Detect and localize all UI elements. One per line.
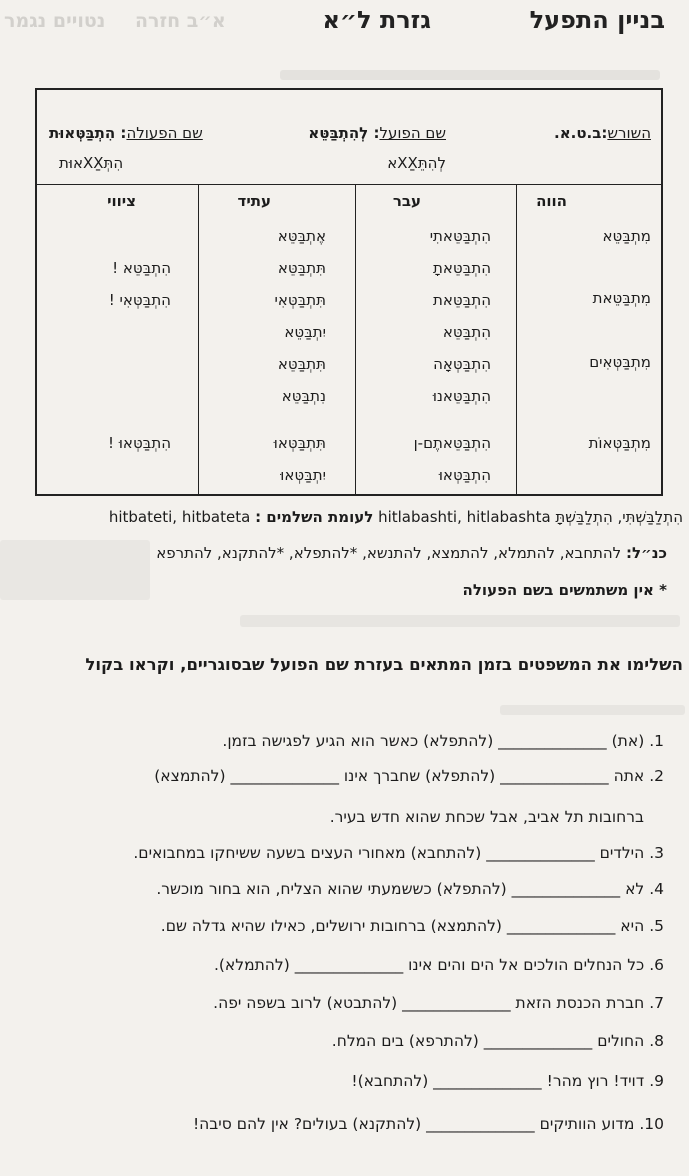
column-header-future: עתיד xyxy=(237,192,271,210)
present-form: מִתְבַּטֵּאת xyxy=(592,289,651,307)
past-form: הִתְבַּטֵּאת xyxy=(433,291,491,309)
exercise-item-10: 10. מדוע הוותיקים ______________ (להתקנא) בעולים? אין להם סיבה! xyxy=(192,1115,664,1133)
exercise-item-1: 1. (את) ______________ (להתפלא) כאשר הוא הגיע לפגישה בזמן. xyxy=(222,732,664,750)
imperative-form: הִתְבַּטְּאִי ! xyxy=(108,291,171,309)
verb-name-info: שם הפועל: לְהִתְבַּטֵּא xyxy=(308,124,446,142)
past-form: הִתְבַּטֵּאנוּ xyxy=(432,387,491,405)
like-line: כנ״ל: להתחבא, להתמלא, להתמצא, להתנשא, *להתפלא, *להתקנא, להתרפא xyxy=(156,544,667,562)
future-form: תִּתְבַּטְּאוּ xyxy=(273,434,326,452)
faint-heading-2: נטויים נגמר xyxy=(4,10,106,32)
bleed-through-mark xyxy=(280,70,660,80)
past-form: הִתְבַּטֵּאתֶם-ן xyxy=(413,434,491,452)
exercise-item-7: 7. חברת הכנסת הזאת ______________ (להתבטא) לרוב בשפה יפה. xyxy=(213,994,664,1012)
past-form: הִתְבַּטְּאוּ xyxy=(438,466,491,484)
page-title: בניין התפעל xyxy=(529,6,665,34)
imperative-form: הִתְבַּטֵּא ! xyxy=(112,259,171,277)
future-form: אֶתְבַּטֵּא xyxy=(277,227,326,245)
future-form: נִתְבַּטֵּא xyxy=(281,387,326,405)
imperative-form: הִתְבַּטְּאוּ ! xyxy=(108,434,171,452)
past-form: הִתְבַּטֵּאתִי xyxy=(429,227,491,245)
past-form: הִתְבַּטֵּאתָ xyxy=(433,259,491,277)
exercise-instruction: השלימו את המשפטים בזמן המתאים בעזרת שם הפועל שבסוגריים, וקראו בקול xyxy=(85,655,683,674)
page-subtitle: גזרת ל״א xyxy=(322,6,431,34)
bleed-through-mark xyxy=(0,540,150,600)
exercise-item-6: 6. כל הנחלים הולכים אל הים והים אינו ______________ (להתמלא). xyxy=(213,956,664,974)
column-header-past: עבר xyxy=(392,192,421,210)
future-form: יִתְבַּטְּאוּ xyxy=(280,466,326,484)
past-form: הִתְבַּטֵּא xyxy=(442,323,491,341)
action-name-info: שם הפעולה: הִתְבַּטְּאוּת xyxy=(49,124,203,142)
exercise-item-8: 8. החולים ______________ (להתרפא) בים המלח. xyxy=(331,1032,664,1050)
exercise-item-9: 9. דויד! רוץ מהר! ______________ (להתחבא)! xyxy=(351,1072,664,1090)
faint-heading-1: א״ב חזרה xyxy=(135,10,226,32)
exercise-item-2-continued: ברחובות תל אביב, אבל שכחת שהוא חדש בעיר. xyxy=(329,808,644,826)
present-form: מִתְבַּטְּאוֹת xyxy=(588,434,651,452)
root-info: השורש:ב.ט.א. xyxy=(554,124,651,142)
conjugation-table xyxy=(35,88,663,496)
present-form: מִתְבַּטְּאִים xyxy=(589,353,651,371)
bleed-through-mark xyxy=(500,705,685,715)
action-name-pattern: הִתXַXְּאוּת xyxy=(59,154,124,172)
exercise-item-3: 3. הילדים ______________ (להתחבא) מאחורי העצים בשעה ששיחקו במחבואים. xyxy=(133,844,664,862)
column-header-imperative: ציווי xyxy=(107,192,136,210)
exercise-item-2: 2. אתה ______________ (להתפלא) שחברך אינו ______________ (להתמצא) xyxy=(154,767,664,785)
future-form: יִתְבַּטֵּא xyxy=(284,323,326,341)
compare-line: הִתְלַבַּשְׁתִּי, הִתְלַבַּשְׁתָּ hitlabashti, hitlabashta לעומת השלמים : hitbateti, hitbateta xyxy=(108,508,683,526)
present-form: מִתְבַּטֵּא xyxy=(602,227,651,245)
bleed-through-mark xyxy=(240,615,680,627)
future-form: תִּתְבַּטֵּא xyxy=(277,259,326,277)
future-form: תִּתְבַּטֵּא xyxy=(277,355,326,373)
exercise-item-4: 4. לא ______________ (להתפלא) כששמעתי שהוא הצליח, הוא בחור מוכשר. xyxy=(156,880,664,898)
exercise-item-5: 5. היא ______________ (להתמצא) ברחובות ירושלים, כאילו שהיא גדלה שם. xyxy=(160,917,664,935)
future-form: תִּתְבַּטְּאִי xyxy=(274,291,326,309)
column-header-present: הווה xyxy=(536,192,567,210)
past-form: הִתְבַּטְּאָה xyxy=(433,355,491,373)
verb-name-pattern: לְהִתXַXֵּא xyxy=(387,154,446,172)
asterisk-note: * אין משתמשים בשם הפעולה xyxy=(462,581,667,599)
